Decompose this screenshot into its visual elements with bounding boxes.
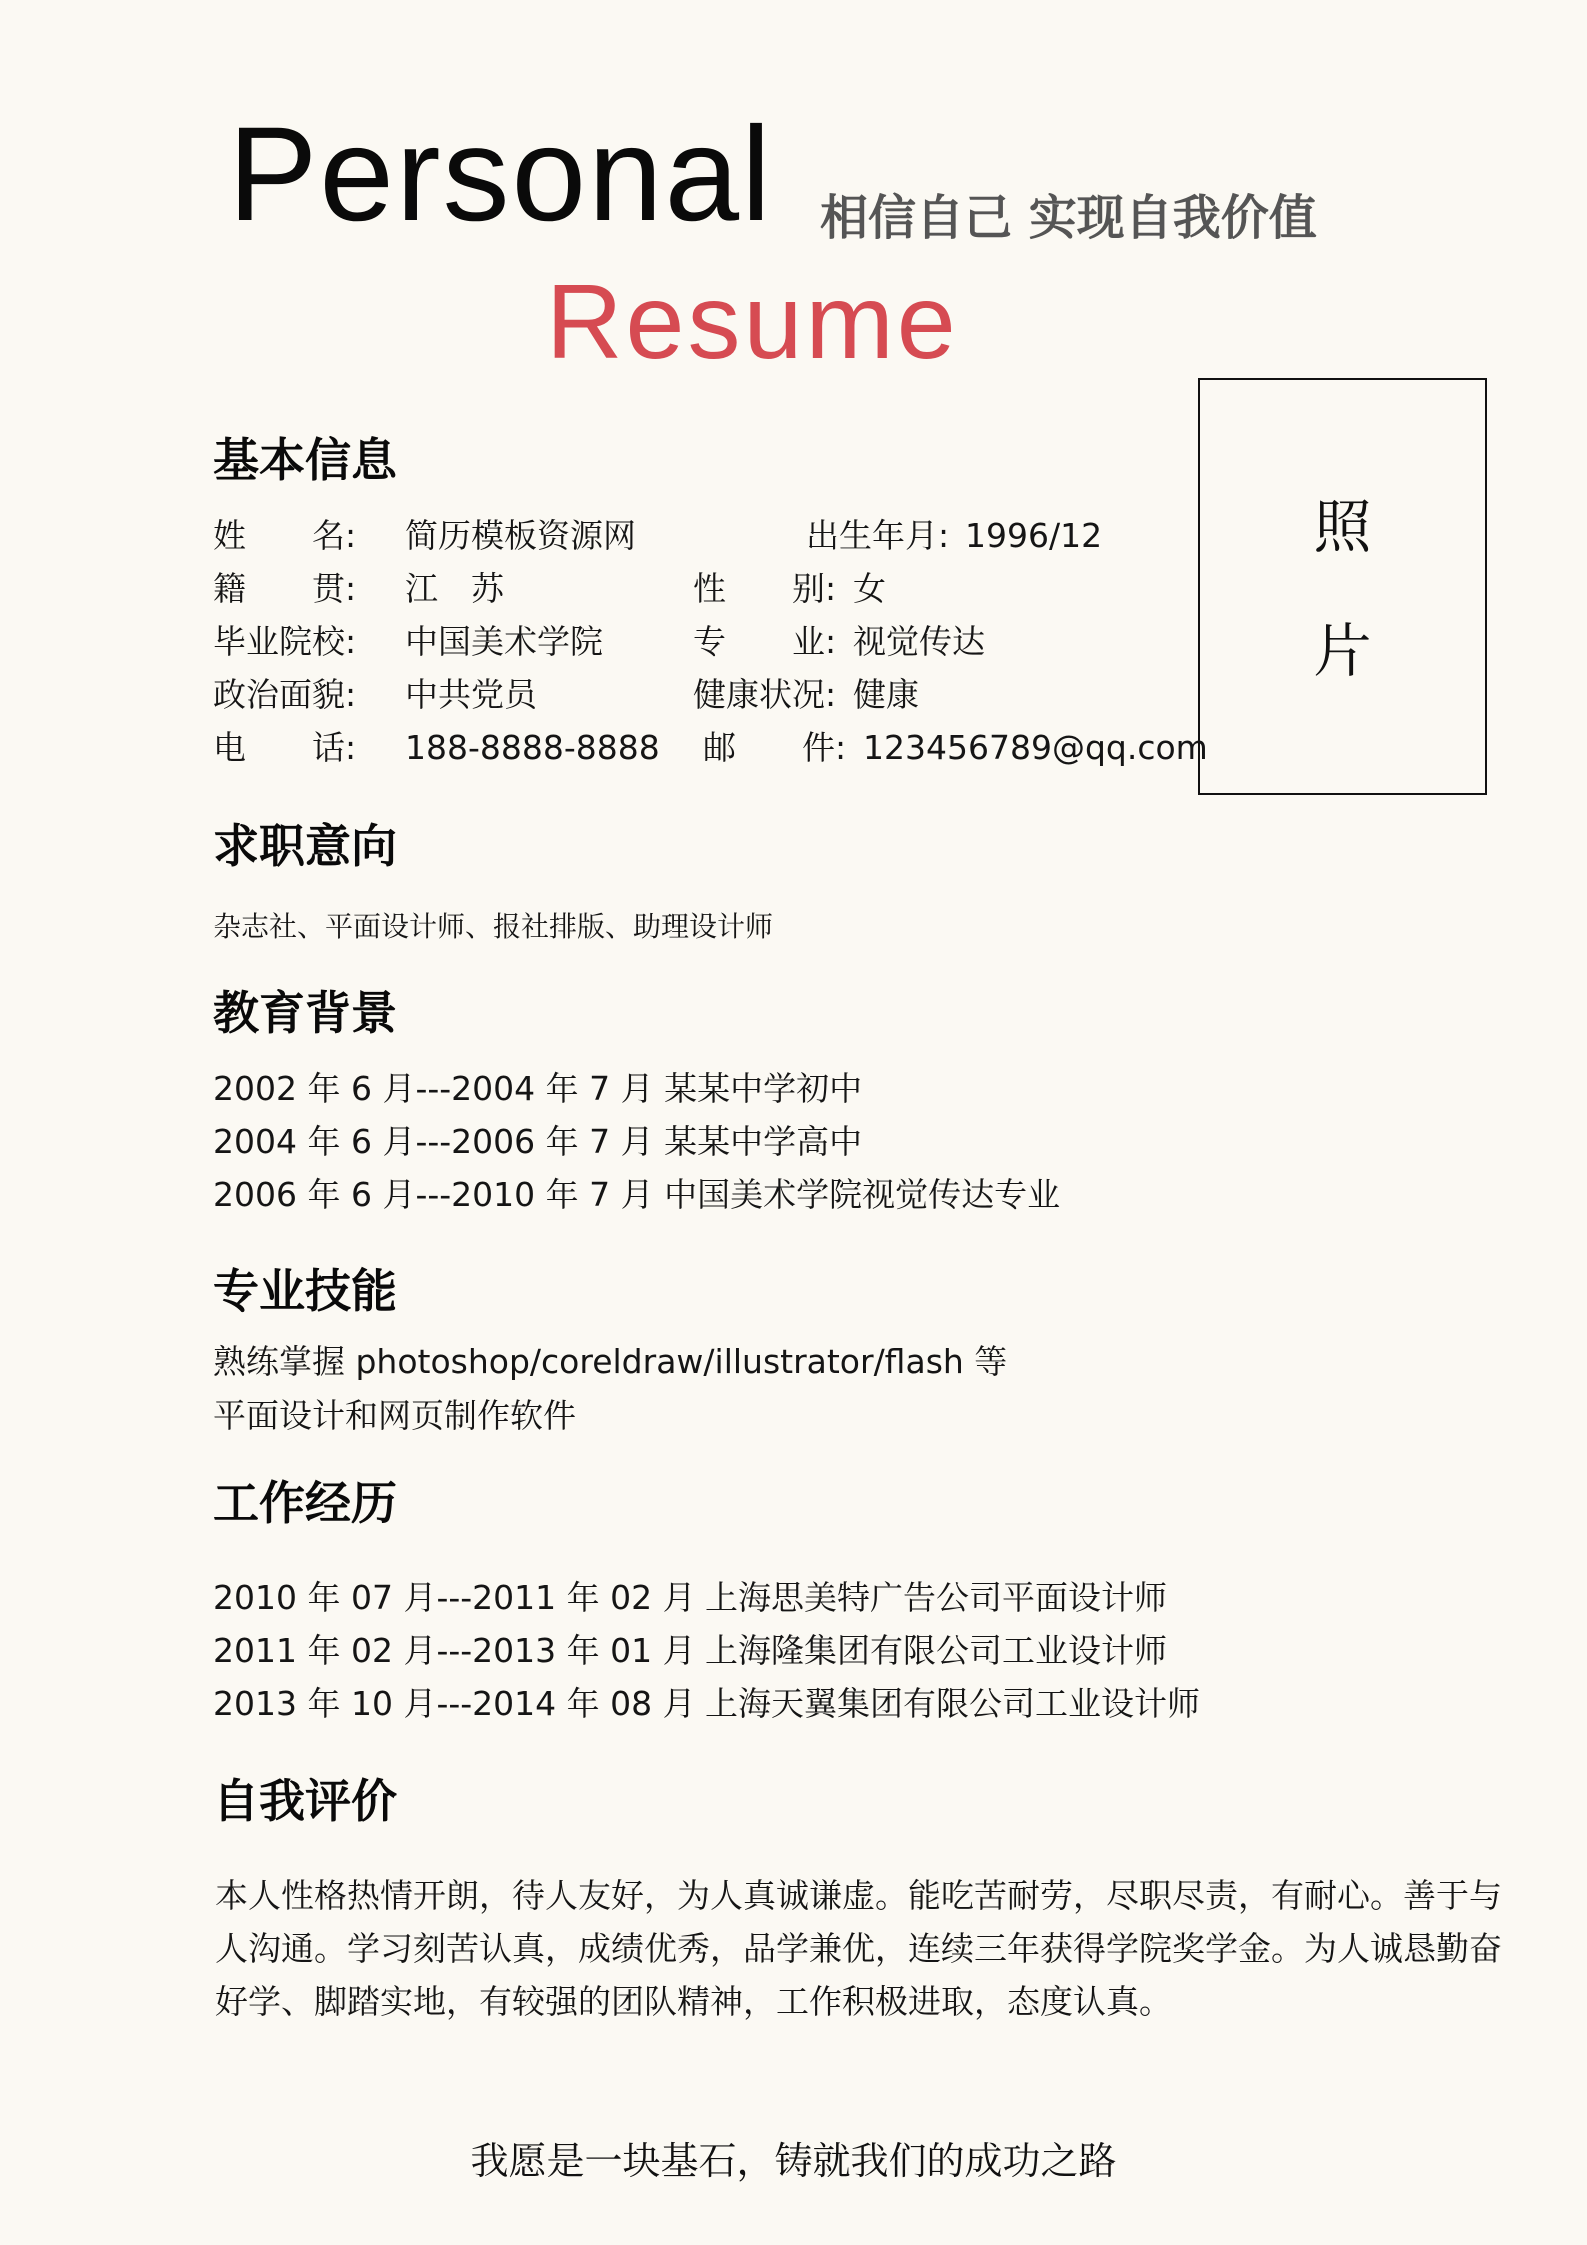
education-item: 2002 年 6 月---2004 年 7 月 某某中学初中 xyxy=(213,1069,863,1108)
basic-info-heading: 基本信息 xyxy=(213,433,397,487)
education-item: 2004 年 6 月---2006 年 7 月 某某中学高中 xyxy=(213,1122,863,1161)
self-evaluation-heading: 自我评价 xyxy=(213,1774,397,1828)
email-value: 123456789@qq.com xyxy=(863,728,1208,767)
self-evaluation-line: 好学、脚踏实地，有较强的团队精神，工作积极进取，态度认真。 xyxy=(215,1982,1172,2021)
footer-motto: 我愿是一块基石，铸就我们的成功之路 xyxy=(470,2139,1117,2183)
major-label: 专 业: xyxy=(693,622,837,661)
self-evaluation-line: 人沟通。学习刻苦认真，成绩优秀，品学兼优，连续三年获得学院奖学金。为人诚恳勤奋 xyxy=(215,1929,1502,1968)
photo-label-char-2: 片 xyxy=(1313,617,1372,685)
name-label: 姓 名: xyxy=(213,516,357,555)
gender-value: 女 xyxy=(853,569,886,608)
politics-label: 政治面貌: xyxy=(213,675,357,714)
slogan: 相信自己 实现自我价值 xyxy=(820,190,1317,246)
education-item: 2006 年 6 月---2010 年 7 月 中国美术学院视觉传达专业 xyxy=(213,1175,1061,1214)
major-value: 视觉传达 xyxy=(853,622,985,661)
education-heading: 教育背景 xyxy=(213,986,397,1040)
title-resume: Resume xyxy=(546,263,959,381)
school-value: 中国美术学院 xyxy=(405,622,603,661)
skills-line-2: 平面设计和网页制作软件 xyxy=(213,1396,576,1435)
gender-label: 性 别: xyxy=(693,569,837,608)
name-value: 简历模板资源网 xyxy=(405,516,636,555)
work-desc: 上海天翼集团有限公司工业设计师 xyxy=(705,1684,1200,1723)
work-heading: 工作经历 xyxy=(213,1476,397,1530)
health-value: 健康 xyxy=(853,675,919,714)
skills-line-1: 熟练掌握 photoshop/coreldraw/illustrator/flash 等 xyxy=(213,1342,1008,1381)
title-personal: Personal xyxy=(228,100,773,249)
origin-value: 江 苏 xyxy=(405,569,504,608)
origin-label: 籍 贯: xyxy=(213,569,357,608)
job-intention-text: 杂志社、平面设计师、报社排版、助理设计师 xyxy=(213,910,774,943)
work-desc: 上海思美特广告公司平面设计师 xyxy=(705,1578,1167,1617)
phone-label: 电 话: xyxy=(213,728,357,767)
self-evaluation-line: 本人性格热情开朗，待人友好，为人真诚谦虚。能吃苦耐劳，尽职尽责，有耐心。善于与 xyxy=(215,1876,1502,1915)
birth-label: 出生年月: xyxy=(806,516,950,555)
politics-value: 中共党员 xyxy=(405,675,537,714)
photo-label-char-1: 照 xyxy=(1313,493,1372,561)
work-period: 2010 年 07 月---2011 年 02 月 xyxy=(213,1578,696,1617)
phone-value: 188-8888-8888 xyxy=(405,728,660,767)
school-label: 毕业院校: xyxy=(213,622,357,661)
work-period: 2013 年 10 月---2014 年 08 月 xyxy=(213,1684,696,1723)
skills-heading: 专业技能 xyxy=(213,1264,397,1318)
photo-placeholder xyxy=(1198,378,1487,795)
birth-value: 1996/12 xyxy=(965,516,1103,555)
work-desc: 上海隆集团有限公司工业设计师 xyxy=(705,1631,1167,1670)
job-intention-heading: 求职意向 xyxy=(213,819,397,873)
health-label: 健康状况: xyxy=(693,675,837,714)
work-period: 2011 年 02 月---2013 年 01 月 xyxy=(213,1631,696,1670)
email-label: 邮 件: xyxy=(703,728,847,767)
